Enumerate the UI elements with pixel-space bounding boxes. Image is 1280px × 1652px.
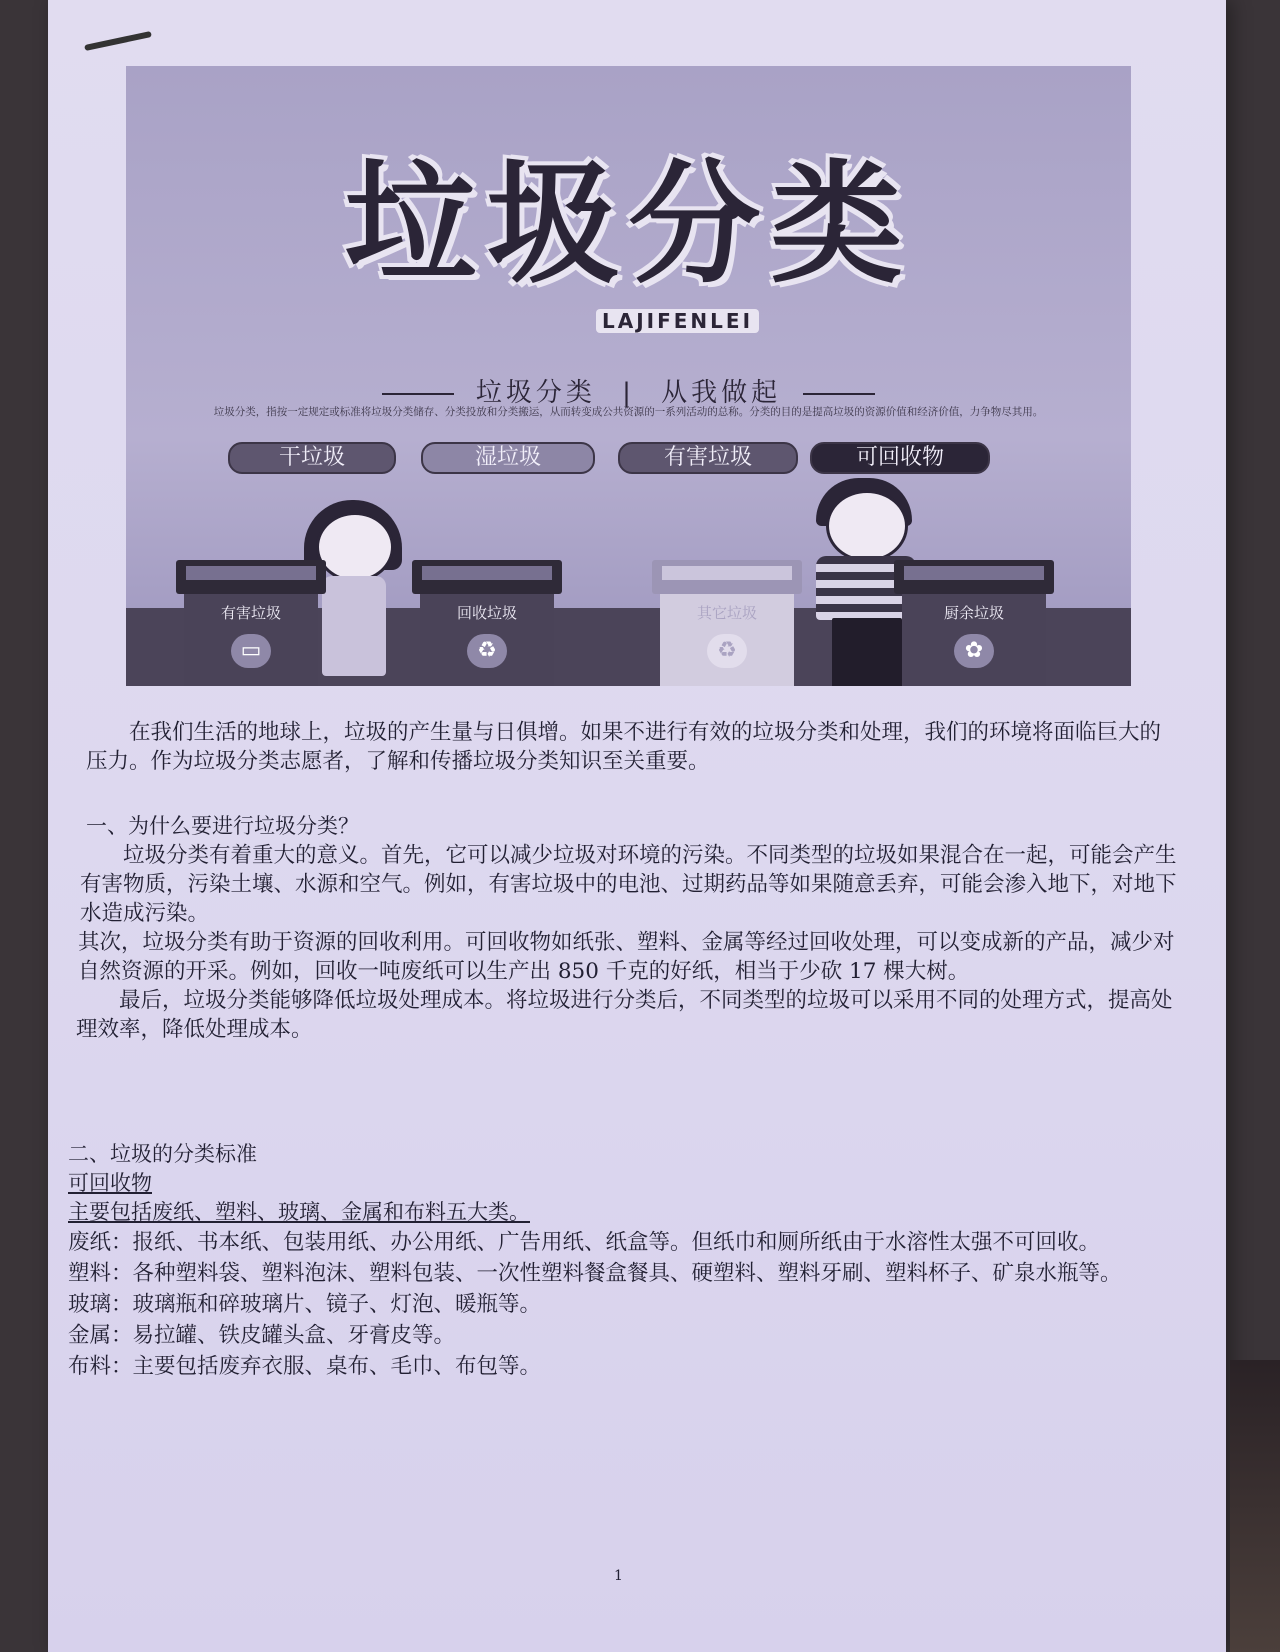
bin-label-hazardous: 有害垃圾 — [220, 604, 281, 622]
bin-recycle — [420, 594, 554, 686]
section-1 — [72, 812, 1180, 1044]
bin-label-recycle: 回收垃圾 — [456, 604, 517, 622]
intro-text: 在我们生活的地球上，垃圾的产生量与日俱增。如果不进行有效的垃圾分类和处理，我们的环境将面临巨大的压力。作为垃圾分类志愿者，了解和传播垃圾分类知识至关重要。 — [86, 720, 1162, 774]
bin-lid-other — [652, 560, 802, 594]
item-paper: 废纸：报纸、书本纸、包装用纸、办公用纸、广告用纸、纸盒等。但纸巾和厕所纸由于水溶性太强不可回收。 — [68, 1230, 1101, 1255]
section-2-summary: 主要包括废纸、塑料、玻璃、金属和布料五大类。 — [68, 1200, 530, 1224]
battery-icon: ▭ — [231, 634, 271, 668]
slogan-separator: | — [622, 378, 635, 408]
item-glass: 玻璃：玻璃瓶和碎玻璃片、镜子、灯泡、暖瓶等。 — [68, 1292, 542, 1317]
poster-description: 垃圾分类，指按一定规定或标准将垃圾分类储存、分类投放和分类搬运，从而转变成公共资源的一系列活动的总称。分类的目的是提高垃圾的资源价值和经济价值，力争物尽其用。 — [213, 406, 1044, 418]
intro-paragraph — [72, 718, 1180, 776]
slogan-rule-left — [382, 393, 454, 395]
recycle-icon: ♻ — [467, 634, 507, 668]
bin-lid-hazardous — [176, 560, 326, 594]
food-waste-icon: ✿ — [954, 634, 994, 668]
pill-recyclable: 可回收物 — [810, 442, 990, 474]
poster-pinyin: LAJIFENLEI — [596, 309, 759, 333]
section-1-paragraph-2: 其次，垃圾分类有助于资源的回收利用。可回收物如纸张、塑料、金属等经过回收处理，可以变成新的产品，减少对自然资源的开采。例如，回收一吨废纸可以生产出 850 千克的好纸，相当于少砍 17 棵大树。 — [78, 930, 1175, 984]
other-waste-icon: ♻ — [707, 634, 747, 668]
bin-label-other: 其它垃圾 — [696, 604, 757, 622]
boy-head — [826, 490, 908, 562]
item-plastic: 塑料：各种塑料袋、塑料泡沫、塑料包装、一次性塑料餐盒餐具、硬塑料、塑料牙刷、塑料杯子、矿泉水瓶等。 — [68, 1261, 1122, 1286]
slogan-rule-right — [803, 393, 875, 395]
poster-banner — [126, 66, 1131, 686]
background-table — [1230, 1360, 1280, 1652]
section-1-heading: 一、为什么要进行垃圾分类？ — [86, 814, 359, 838]
girl-head — [316, 512, 394, 582]
item-metal: 金属：易拉罐、铁皮罐头盒、牙膏皮等。 — [68, 1323, 456, 1348]
section-1-paragraph-3: 最后，垃圾分类能够降低垃圾处理成本。将垃圾进行分类后，不同类型的垃圾可以采用不同的处理方式，提高处理效率，降低处理成本。 — [76, 988, 1173, 1042]
pill-wet-waste: 湿垃圾 — [421, 442, 595, 474]
bin-kitchen — [902, 594, 1046, 686]
bin-hazardous — [184, 594, 318, 686]
section-2 — [68, 1140, 1176, 1382]
bin-label-kitchen: 厨余垃圾 — [943, 604, 1004, 622]
boy-legs — [832, 618, 902, 686]
bin-lid-recycle — [412, 560, 562, 594]
page-number: 1 — [614, 1568, 623, 1584]
slogan-right: 从我做起 — [661, 378, 782, 408]
pill-dry-waste: 干垃圾 — [228, 442, 396, 474]
item-cloth: 布料：主要包括废弃衣服、桌布、毛巾、布包等。 — [68, 1354, 542, 1379]
category-pills — [228, 442, 1038, 474]
girl-body — [322, 576, 386, 676]
bin-lid-kitchen — [894, 560, 1054, 594]
bin-other — [660, 594, 794, 686]
section-1-paragraph-1: 垃圾分类有着重大的意义。首先，它可以减少垃圾对环境的污染。不同类型的垃圾如果混合在一起，可能会产生有害物质，污染土壤、水源和空气。例如，有害垃圾中的电池、过期药品等如果随意丢弃，可能会渗入地下，对地下水造成污染。 — [80, 843, 1177, 926]
section-2-heading: 二、垃圾的分类标准 — [68, 1142, 257, 1166]
pill-hazardous-waste: 有害垃圾 — [618, 442, 798, 474]
slogan-left: 垃圾分类 — [475, 378, 596, 408]
poster-title: 垃圾分类 — [344, 148, 913, 302]
section-2-subheading: 可回收物 — [68, 1171, 152, 1195]
